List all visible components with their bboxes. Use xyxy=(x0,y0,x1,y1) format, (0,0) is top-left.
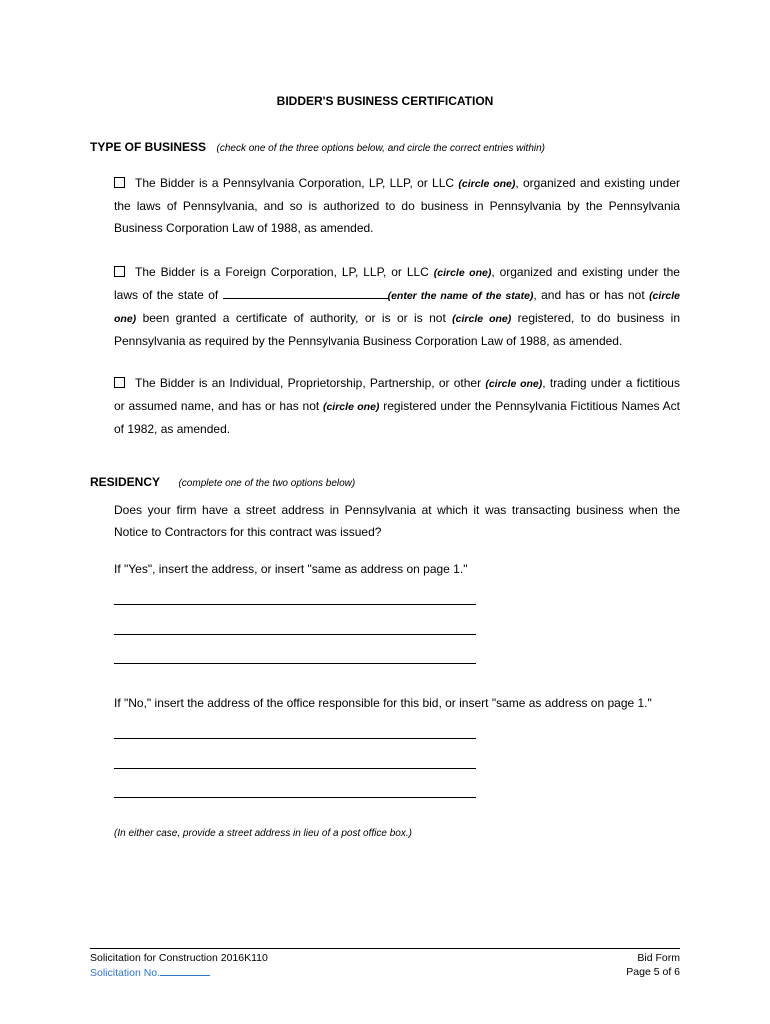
yes-address-line-2[interactable] xyxy=(114,634,476,635)
no-address-line-3[interactable] xyxy=(114,797,476,798)
foreign-corporation-checkbox[interactable] xyxy=(114,266,125,277)
state-name-field[interactable] xyxy=(223,287,388,299)
residency-question: Does your firm have a street address in Pennsylvania at which it was transacting business when the Notice to Contractors for this contract was issued? xyxy=(114,503,680,539)
yes-prompt: If "Yes", insert the address, or insert "same as address on page 1." xyxy=(114,562,468,576)
residency-instruction: (complete one of the two options below) xyxy=(178,478,356,489)
business-option-pa-corporation: The Bidder is a Pennsylvania Corporation, LP, LLP, or LLC (circle one), organized and existing under the laws of Pennsylvania, and so is authorized to do business in Pennsylvania by the Pennsylvania Business Corporation Law of 1988, as amended. xyxy=(114,176,680,235)
individual-checkbox[interactable] xyxy=(114,377,125,388)
no-prompt: If "No," insert the address of the office responsible for this bid, or insert "same as address on page 1." xyxy=(114,696,652,710)
residency-header xyxy=(90,473,355,491)
form-name: Bid Form xyxy=(637,952,680,964)
yes-address-line-3[interactable] xyxy=(114,663,476,664)
page-title: BIDDER'S BUSINESS CERTIFICATION xyxy=(276,94,494,108)
pa-corporation-checkbox[interactable] xyxy=(114,177,125,188)
type-of-business-header xyxy=(90,138,545,156)
business-option-foreign-corporation: The Bidder is a Foreign Corporation, LP, LLP, or LLC (circle one), organized and existing under the laws of the state of (enter the name of the state), and has or has not (circle one) been granted a certificate of authority, or is or is not (circle one) registered, to do business in Pennsylvania as required by the Pennsylvania Business Corporation Law of 1988, as amended. xyxy=(114,265,680,348)
no-address-line-2[interactable] xyxy=(114,768,476,769)
footer-right xyxy=(626,951,680,979)
solicitation-number-field[interactable] xyxy=(160,965,210,976)
residency-heading: RESIDENCY xyxy=(90,475,161,489)
po-box-note: (In either case, provide a street address in lieu of a post office box.) xyxy=(114,828,412,839)
footer-divider xyxy=(90,948,680,949)
footer-left xyxy=(90,951,268,980)
type-of-business-instruction: (check one of the three options below, and circle the correct entries within) xyxy=(216,143,545,154)
type-of-business-heading: TYPE OF BUSINESS xyxy=(90,140,207,154)
yes-address-line-1[interactable] xyxy=(114,604,476,605)
solicitation-number-row xyxy=(90,965,268,980)
solicitation-title: Solicitation for Construction 2016K110 xyxy=(90,952,268,964)
page-number: Page 5 of 6 xyxy=(626,966,680,978)
business-option-individual: The Bidder is an Individual, Proprietorship, Partnership, or other (circle one), trading under a fictitious or assumed name, and has or has not (circle one) registered under the Pennsylvania Fictitious Names Act of 1982, as amended. xyxy=(114,376,680,436)
no-address-line-1[interactable] xyxy=(114,738,476,739)
solicitation-number-label: Solicitation No. xyxy=(90,967,161,979)
